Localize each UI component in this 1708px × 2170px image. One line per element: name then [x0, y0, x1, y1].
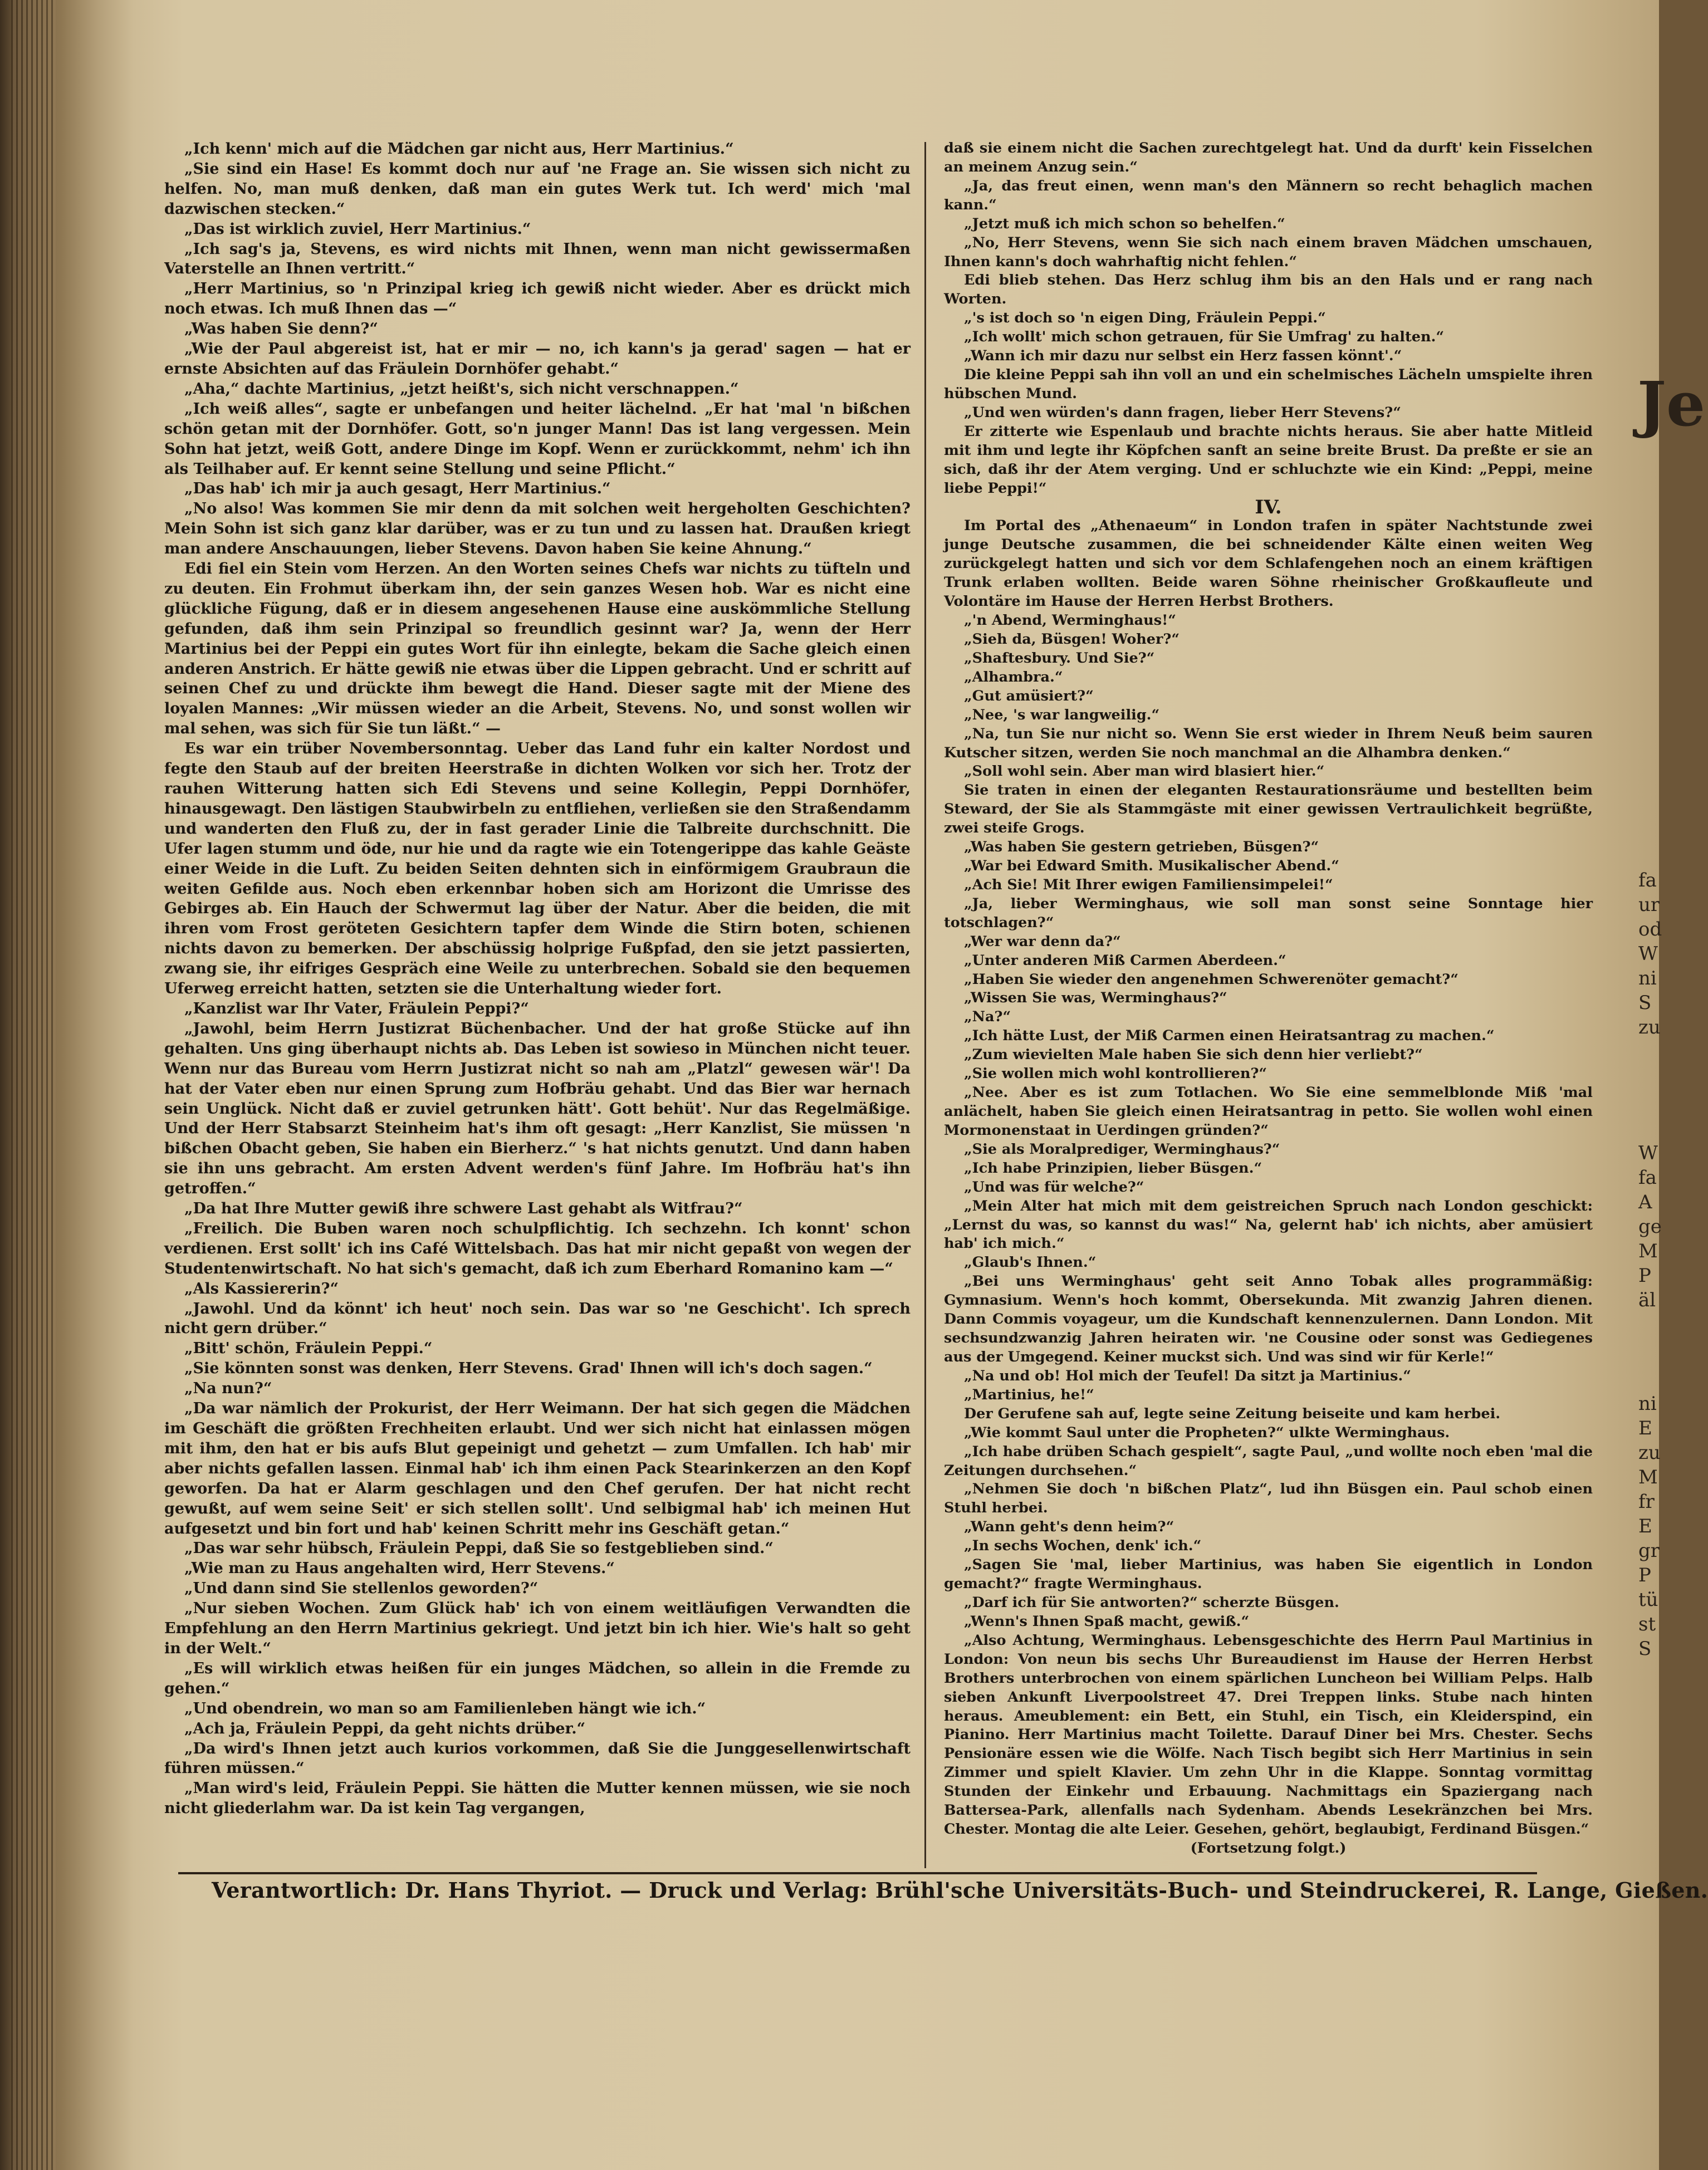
paragraph: „Ich kenn' mich auf die Mädchen gar nicht aus, Herr Martinius.“	[184, 140, 734, 158]
paragraph: Es war ein trüber Novembersonntag. Ueber das Land fuhr ein kalter Nordost und fegte den Staub auf der breiten Heerstraße in dichten Wolken vor sich her. Trotz der rauhen Witterung hatten sich Edi Stevens und seine Kollegin, Peppi Dornhöfer, hinausgewagt. Den lästigen Staubwirbeln zu entfliehen, verließen sie den Straßendamm und wanderten den Fluß zu, der in fast gerader Linie die Talbreite durchschnitt. Die Ufer lagen stumm und öde, nur hie und da ragte wie ein Totengerippe das kahle Geäste einer Weide in die Luft. Zu beiden Seiten dehnten sich in einförmigem Graubraun die weiten Gefilde aus. Noch eben erkennbar hoben sich am Horizont die Umrisse des Gebirges ab. Ein Hauch der Schwermut lag über der Natur. Aber die beiden, die mit ihren vom Frost geröteten Gesichtern tapfer dem Winde die Stirn boten, schienen nichts davon zu bemerken. Der abschüssig holprige Fußpfad, den sie jetzt passierten, zwang sie, ihr eifriges Gespräch eine Weile zu unterbrechen. Sobald sie den bequemen Uferweg erreicht hatten, setzten sie die Unterhaltung wieder fort.	[164, 740, 911, 998]
left-text-column	[164, 139, 911, 1819]
paragraph: „Ich habe Prinzipien, lieber Büsgen.“	[964, 1159, 1262, 1177]
paragraph: „Martinius, he!“	[964, 1386, 1094, 1403]
paragraph: „Das hab' ich mir ja auch gesagt, Herr Martinius.“	[184, 480, 611, 498]
adjacent-fragment: fa	[1638, 869, 1657, 891]
paragraph: „Ach ja, Fräulein Peppi, da geht nichts drüber.“	[184, 1720, 586, 1737]
newspaper-page	[67, 17, 1708, 2170]
paragraph: „Ja, das freut einen, wenn man's den Männern so recht behaglich machen kann.“	[944, 177, 1593, 213]
paragraph: „Wie kommt Saul unter die Propheten?“ ulkte Werminghaus.	[964, 1424, 1450, 1441]
right-part-2	[944, 517, 1593, 1839]
paragraph: daß sie einem nicht die Sachen zurechtgelegt hat. Und da durft' kein Fisselchen an meinem Anzug sein.“	[944, 140, 1593, 175]
paragraph: „Wer war denn da?“	[964, 933, 1121, 950]
paragraph: „Gut amüsiert?“	[964, 687, 1094, 704]
paragraph: „Freilich. Die Buben waren noch schulpflichtig. Ich sechzehn. Ich konnt' schon verdienen. Erst sollt' ich ins Café Wittelsbach. Das hat mir nicht gepaßt von wegen der Studentenwirtschaft. No hat sich's gemacht, daß ich zum Eberhard Romanino kam —“	[164, 1219, 911, 1277]
adjacent-fragment: E	[1638, 1417, 1652, 1439]
adjacent-fragment: M	[1638, 1466, 1658, 1488]
continuation-note: (Fortsetzung folgt.)	[1190, 1839, 1347, 1856]
paragraph: Im Portal des „Athenaeum“ in London trafen in später Nachtstunde zwei junge Deutsche zusammen, die bei schneidender Kälte einen weiten Weg zurückgelegt hatten und sich vor dem Schlafengehen noch an einem kräftigen Trunk erlaben wollten. Beide waren Söhne rheinischer Großkaufleute und Volontäre im Hause der Herren Herbst Brothers.	[944, 517, 1593, 610]
paragraph: „Na?“	[964, 1008, 1011, 1026]
paragraph: „Jetzt muß ich mich schon so behelfen.“	[964, 215, 1285, 232]
paragraph: „Glaub's Ihnen.“	[964, 1254, 1097, 1271]
paragraph: „Wie der Paul abgereist ist, hat er mir — no, ich kann's ja gerad' sagen — hat er ernste Absichten auf das Fräulein Dornhöfer gehabt.“	[164, 340, 911, 378]
paragraph: „Bei uns Werminghaus' geht seit Anno Tobak alles programmäßig: Gymnasium. Wenn's hoch kommt, Obersekunda. Mit zwanzig Jahren dienen. Dann Commis voyageur, um die Kundschaft kennenzulernen. Dann London. Mit sechsundzwanzig Jahren heiraten wir. 'ne Cousine oder sonst was Gediegenes aus der Umgegend. Keiner muckst sich. Und was sind wir für Kerle!“	[944, 1273, 1593, 1365]
adjacent-fragment: od	[1638, 918, 1662, 941]
paragraph: „Haben Sie wieder den angenehmen Schwerenöter gemacht?“	[964, 971, 1459, 988]
paragraph: „Jawohl, beim Herrn Justizrat Büchenbacher. Und der hat große Stücke auf ihn gehalten. Uns ging überhaupt nichts ab. Das Leben ist sowieso in München nicht teuer. Wenn nur das Bureau vom Herrn Justizrat nicht so nah am „Platzl“ gewesen wär'! Da hat der Vater eben nur einen Sprung zum Hofbräu gehabt. Und das Bier war hernach sein Unglück. Nicht daß er zuviel getrunken hätt'. Gott behüt'. Nur das Regelmäßige. Und der Herr Stabsarzt Steinheim hat's ihm oft gesagt: „Herr Kanzlist, Sie müssen 'n bißchen Obacht geben, Sie haben ein Bierherz.“ 's hat nichts genutzt. Und dann haben sie ihn uns gebracht. Am ersten Advent werden's fünf Jahre. Im Hofbräu hat's ihn getroffen.“	[164, 1020, 911, 1198]
adjacent-fragment: ni	[1638, 967, 1657, 990]
adjacent-fragment: tü	[1638, 1589, 1658, 1611]
footer-rule	[178, 1872, 1537, 1874]
paragraph: „Zum wievielten Male haben Sie sich denn hier verliebt?“	[964, 1046, 1423, 1064]
paragraph: „Ja, lieber Werminghaus, wie soll man sonst seine Sonntage hier totschlagen?“	[944, 895, 1593, 931]
adjacent-fragment: E	[1638, 1515, 1652, 1537]
paragraph: „Na und ob! Hol mich der Teufel! Da sitzt ja Martinius.“	[964, 1367, 1411, 1384]
paragraph: „Es will wirklich etwas heißen für ein junges Mädchen, so allein in die Fremde zu gehen.“	[164, 1659, 911, 1697]
adjacent-fragment: W	[1638, 943, 1658, 965]
paragraph: „'s ist doch so 'n eigen Ding, Fräulein Peppi.“	[964, 310, 1326, 327]
adjacent-fragment: A	[1638, 1191, 1652, 1213]
paragraph: „Und dann sind Sie stellenlos geworden?“	[184, 1580, 539, 1598]
right-part-1	[944, 177, 1593, 498]
paragraph: „Herr Martinius, so 'n Prinzipal krieg ich gewiß nicht wieder. Aber es drückt mich noch etwas. Ich muß Ihnen das —“	[164, 280, 911, 318]
paragraph: „Sieh da, Büsgen! Woher?“	[964, 630, 1180, 648]
adjacent-fragment: M	[1638, 1240, 1658, 1262]
paragraph: „Nee, 's war langweilig.“	[964, 706, 1160, 723]
paragraph: „Ich sag's ja, Stevens, es wird nichts mit Ihnen, wenn man nicht gewissermaßen Vaterstelle an Ihnen vertritt.“	[164, 240, 911, 278]
adjacent-fragment: P	[1638, 1564, 1651, 1586]
paragraph: „Und was für welche?“	[964, 1178, 1144, 1196]
adjacent-fragment: ni	[1638, 1393, 1657, 1415]
paragraph: „Ich weiß alles“, sagte er unbefangen und heiter lächelnd. „Er hat 'mal 'n bißchen schön getan mit der Dornhöfer. Gott, so'n junger Mann! Das ist lang vergessen. Mein Sohn hat jetzt, weiß Gott, andere Dinge im Kopf. Wenn er zurückkommt, nehm' ich ihn als Teilhaber auf. Er kennt seine Stellung und seine Pflicht.“	[164, 400, 911, 478]
paragraph: „Sie als Moralprediger, Werminghaus?“	[964, 1140, 1280, 1158]
paragraph: „Darf ich für Sie antworten?“ scherzte Büsgen.	[964, 1594, 1339, 1611]
paragraph: „Wann ich mir dazu nur selbst ein Herz fassen könnt'.“	[964, 347, 1402, 365]
paragraph: „Sie wollen mich wohl kontrollieren?“	[964, 1065, 1267, 1082]
section-heading: IV.	[1255, 496, 1282, 518]
paragraph: „No also! Was kommen Sie mir denn da mit solchen weit hergeholten Geschichten? Mein Sohn ist sich ganz klar darüber, was er zu tun und zu lassen hat. Draußen kriegt man andere Anschauungen, lieber Stevens. Davon haben Sie keine Ahnung.“	[164, 500, 911, 558]
paragraph: „Mein Alter hat mich mit dem geistreichen Spruch nach London geschickt: „Lernst du was, so kannst du was!“ Na, gelernt hab' ich nichts, aber amüsiert hab' ich mich.“	[944, 1197, 1593, 1252]
paragraph: „Soll wohl sein. Aber man wird blasiert hier.“	[964, 763, 1325, 780]
paragraph: „Unter anderen Miß Carmen Aberdeen.“	[964, 952, 1286, 969]
paragraph: „Sagen Sie 'mal, lieber Martinius, was haben Sie eigentlich in London gemacht?“ fragte Werminghaus.	[944, 1556, 1593, 1593]
adjacent-fragment: ge	[1638, 1216, 1662, 1238]
paragraph: „Das ist wirklich zuviel, Herr Martinius.“	[184, 220, 531, 238]
paragraph: Die kleine Peppi sah ihn voll an und ein schelmisches Lächeln umspielte ihren hübschen Mund.	[944, 366, 1593, 402]
paragraph: Edi blieb stehen. Das Herz schlug ihm bis an den Hals und er rang nach Worten.	[944, 272, 1593, 308]
paragraph: „Da war nämlich der Prokurist, der Herr Weimann. Der hat sich gegen die Mädchen im Geschäft die größten Frechheiten erlaubt. Und wer sich nicht hat einlassen mögen mit ihm, den hat er bis aufs Blut gepeinigt und gehetzt — zum Umfallen. Ich hab' mir aber nichts gefallen lassen. Einmal hab' ich ihm einen Pack Stearinkerzen an den Kopf geworfen. Da hat er Alarm geschlagen und den Chef gerufen. Der hat nicht recht gewußt, auf wem seine Seit' er sich stellen sollt'. Und selbigmal hab' ich meinen Hut aufgesetzt und bin fort und hab' keinen Schritt mehr ins Geschäft getan.“	[164, 1400, 911, 1537]
adjacent-fragment: fa	[1638, 1167, 1657, 1189]
adjacent-fragment: S	[1638, 992, 1652, 1014]
paragraph: „Bitt' schön, Fräulein Peppi.“	[184, 1340, 433, 1358]
adjacent-fragment: gr	[1638, 1540, 1660, 1562]
adjacent-fragment: äl	[1638, 1289, 1656, 1311]
paragraph: „Wenn's Ihnen Spaß macht, gewiß.“	[964, 1613, 1250, 1630]
paragraph: Er zitterte wie Espenlaub und brachte nichts heraus. Sie aber hatte Mitleid mit ihm und legte ihr Köpfchen sanft an seine breite Brust. Da preßte er sie an sich, daß ihr der Atem verging. Und er schluchzte wie ein Kind: „Peppi, meine liebe Peppi!“	[944, 423, 1593, 497]
paragraph: „Man wird's leid, Fräulein Peppi. Sie hätten die Mutter kennen müssen, wie sie noch nicht gliederlahm war. Da ist kein Tag vergangen,	[164, 1780, 911, 1818]
paragraph: Der Gerufene sah auf, legte seine Zeitung beiseite und kam herbei.	[964, 1405, 1501, 1422]
paragraph: „Jawohl. Und da könnt' ich heut' noch sein. Das war so 'ne Geschicht'. Ich sprech nicht gern drüber.“	[164, 1300, 911, 1338]
paragraph: „Sie sind ein Hase! Es kommt doch nur auf 'ne Frage an. Sie wissen sich nicht zu helfen. No, man muß denken, daß man ein gutes Werk tut. Ich werd' mich 'mal dazwischen stecken.“	[164, 160, 911, 218]
adjacent-fragment: ur	[1638, 894, 1660, 916]
paragraph: „Da wird's Ihnen jetzt auch kurios vorkommen, daß Sie die Junggesellenwirtschaft führen müssen.“	[164, 1740, 911, 1777]
book-binding	[11, 0, 56, 2170]
adjacent-fragment: fr	[1638, 1491, 1655, 1513]
paragraph: Edi fiel ein Stein vom Herzen. An den Worten seines Chefs war nichts zu tüfteln und zu deuten. Ein Frohmut überkam ihn, der sein ganzes Wesen hob. War es nicht eine glückliche Fügung, daß er in diesem angesehenen Hause eine auskömmliche Stellung gefunden, daß ihm sein Prinzipal so freundlich gesinnt war? Ja, wenn der Herr Martinius bei der Peppi ein gutes Wort für ihn einlegte, bekam die Sache gleich einen anderen Anstrich. Er hätte gewiß nie etwas über die Lippen gebracht. Und er schritt auf seinen Chef zu und drückte ihm bewegt die Hand. Dieser sagte mit der Miene des loyalen Mannes: „Wir müssen wieder an die Arbeit, Stevens. No, und sonst wollen wir mal sehen, was sich für Sie tun läßt.“ —	[164, 560, 911, 738]
paragraph: „Kanzlist war Ihr Vater, Fräulein Peppi?“	[184, 1000, 529, 1017]
adjacent-big-letter: Je	[1637, 368, 1706, 440]
adjacent-fragment: zu	[1638, 1442, 1661, 1464]
paragraph: „Wann geht's denn heim?“	[964, 1518, 1174, 1536]
paragraph: „Ach Sie! Mit Ihrer ewigen Familiensimpelei!“	[964, 876, 1333, 893]
paragraph: „Alhambra.“	[964, 668, 1063, 685]
paragraph: „Nee. Aber es ist zum Totlachen. Wo Sie eine semmelblonde Miß 'mal anlächelt, haben Sie gleich einen Heiratsantrag in petto. Sie wollen wohl einen Mormonenstaat in Uerdingen gründen?“	[944, 1084, 1593, 1139]
paragraph: „Nehmen Sie doch 'n bißchen Platz“, lud ihn Büsgen ein. Paul schob einen Stuhl herbei.	[944, 1481, 1593, 1517]
paragraph: „Was haben Sie gestern getrieben, Büsgen?“	[964, 839, 1319, 856]
adjacent-fragment: P	[1638, 1265, 1651, 1287]
paragraph: „Sie könnten sonst was denken, Herr Stevens. Grad' Ihnen will ich's doch sagen.“	[184, 1360, 873, 1378]
right-text-column	[944, 139, 1593, 1858]
paragraph: „Nur sieben Wochen. Zum Glück hab' ich von einem weitläufigen Verwandten die Empfehlung an den Herrn Martinius gekriegt. Und jetzt bin ich hier. Wie's halt so geht in der Welt.“	[164, 1600, 911, 1657]
adjacent-fragment: zu	[1638, 1016, 1661, 1039]
paragraph: Sie traten in einen der eleganten Restaurationsräume und bestellten beim Steward, der Sie als Stammgäste mit einer gewissen Vertraulichkeit begrüßte, zwei steife Grogs.	[944, 782, 1593, 837]
paragraph: „Wie man zu Haus angehalten wird, Herr Stevens.“	[184, 1560, 615, 1578]
paragraph: „Was haben Sie denn?“	[184, 320, 378, 338]
paragraph: „Wissen Sie was, Werminghaus?“	[964, 990, 1227, 1007]
adjacent-fragment: st	[1638, 1613, 1656, 1635]
adjacent-fragment: W	[1638, 1142, 1658, 1164]
paragraph: „Na, tun Sie nur nicht so. Wenn Sie erst wieder in Ihrem Neuß beim sauren Kutscher sitzen, werden Sie noch manchmal an die Alhambra denken.“	[944, 725, 1593, 761]
paragraph: „Ich wollt' mich schon getrauen, für Sie Umfrag' zu halten.“	[964, 329, 1445, 346]
paragraph: „Da hat Ihre Mutter gewiß ihre schwere Last gehabt als Witfrau?“	[184, 1200, 743, 1218]
paragraph: „Aha,“ dachte Martinius, „jetzt heißt's, sich nicht verschnappen.“	[184, 380, 739, 398]
paragraph: „Als Kassiererin?“	[184, 1280, 339, 1297]
paragraph: „War bei Edward Smith. Musikalischer Abend.“	[964, 858, 1339, 875]
adjacent-page-edge	[1637, 111, 1706, 1949]
paragraph: „Und wen würden's dann fragen, lieber Herr Stevens?“	[964, 404, 1401, 421]
imprint-footer: Verantwortlich: Dr. Hans Thyriot. — Druck und Verlag: Brühl'sche Universitäts-Buch- und Steindruckerei, R. Lange, Gießen.	[212, 1878, 1708, 1903]
paragraph: „Ich habe drüben Schach gespielt“, sagte Paul, „und wollte noch eben 'mal die Zeitungen durchsehen.“	[944, 1443, 1593, 1479]
paragraph: „Ich hätte Lust, der Miß Carmen einen Heiratsantrag zu machen.“	[964, 1027, 1495, 1045]
paragraph: „'n Abend, Werminghaus!“	[964, 612, 1176, 629]
paragraph: „Na nun?“	[184, 1380, 272, 1398]
paragraph: „No, Herr Stevens, wenn Sie sich nach einem braven Mädchen umschauen, Ihnen kann's doch wahrhaftig nicht fehlen.“	[944, 234, 1593, 270]
paragraph: „Also Achtung, Werminghaus. Lebensgeschichte des Herrn Paul Martinius in London: Von neun bis sechs Uhr Bureaudienst im Hause der Herren Herbst Brothers unterbrochen von einem spärlichen Luncheon bei William Pelps. Halb sieben Ankunft Liverpoolstreet 47. Drei Treppen links. Stube nach hinten heraus. Ameublement: ein Bett, ein Stuhl, ein Tisch, ein Kleiderspind, ein Pianino. Herr Martinius macht Toilette. Darauf Diner bei Mrs. Chester. Sechs Pensionäre essen wie die Wölfe. Nach Tisch begibt sich Herr Martinius in sein Zimmer und spielt Klavier. Um zehn Uhr in die Klappe. Sonntag vormittag Stunden der Einkehr und Erbauung. Nachmittags ein Spaziergang nach Battersea-Park, allenfalls nach Sydenham. Abends Lesekränzchen bei Mrs. Chester. Montag die alte Leier. Gesehen, gehört, beglaubigt, Ferdinand Büsgen.“	[944, 1632, 1593, 1838]
paragraph: „In sechs Wochen, denk' ich.“	[964, 1537, 1202, 1555]
adjacent-fragment: S	[1638, 1638, 1652, 1660]
paragraph: „Shaftesbury. Und Sie?“	[964, 649, 1155, 667]
column-divider	[924, 142, 926, 1868]
paragraph: „Und obendrein, wo man so am Familienleben hängt wie ich.“	[184, 1699, 706, 1717]
paragraph: „Das war sehr hübsch, Fräulein Peppi, daß Sie so festgeblieben sind.“	[184, 1540, 774, 1557]
